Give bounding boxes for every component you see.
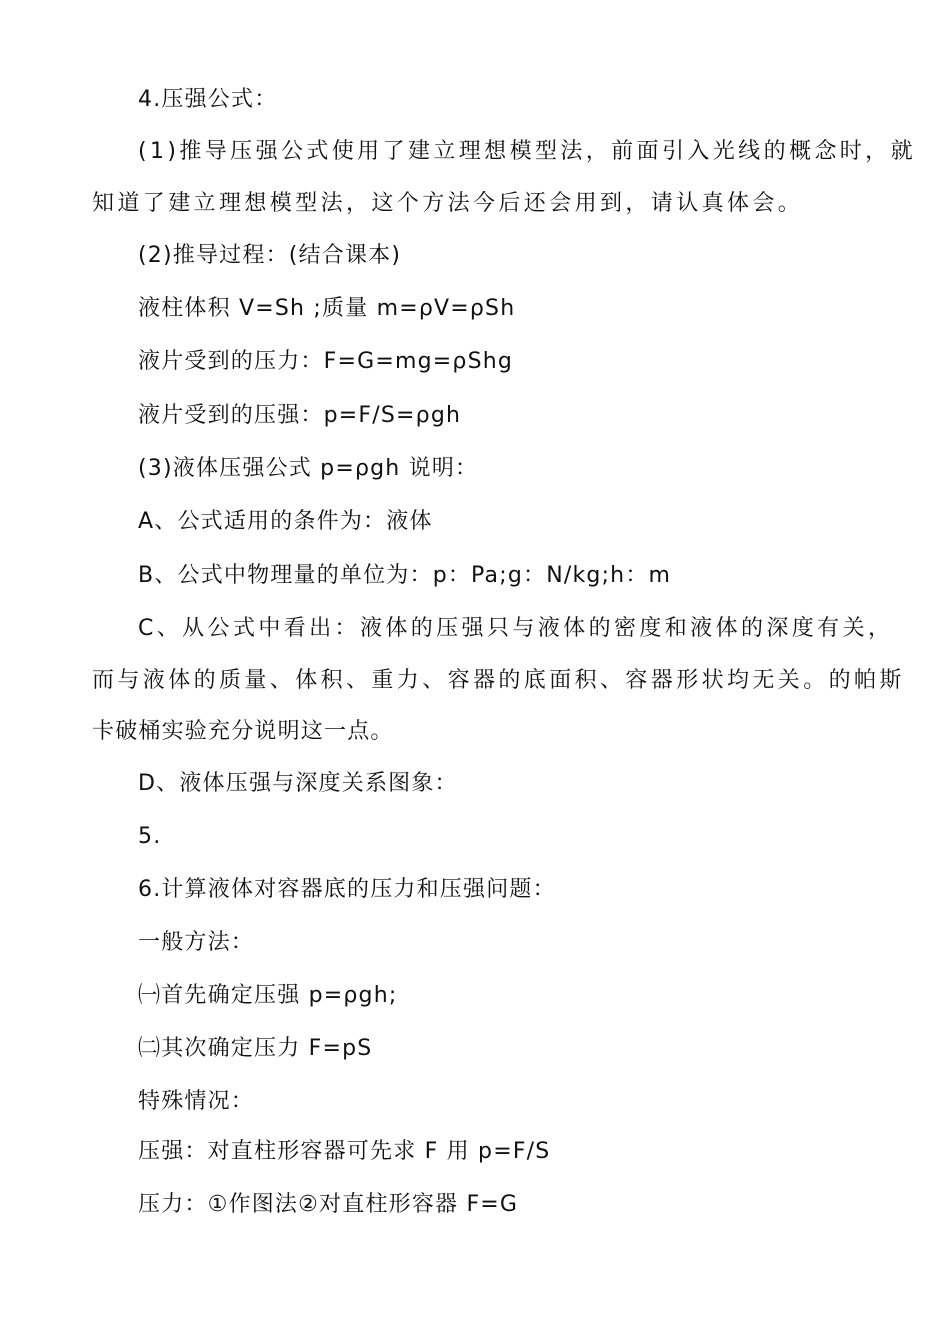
paragraph-line: ㈡其次确定压力 F=pS: [138, 1036, 373, 1061]
paragraph-line: C、从公式中看出：液体的压强只与液体的密度和液体的深度有关，: [138, 616, 894, 641]
paragraph-line: 液片受到的压力：F=G=mg=ρShg: [138, 349, 514, 374]
section-heading-pressure-formula: 4.压强公式：: [138, 87, 278, 112]
paragraph-line: (2)推导过程：(结合课本): [138, 243, 402, 268]
paragraph-line: A、公式适用的条件为：液体: [138, 509, 433, 534]
paragraph-line: 压强：对直柱形容器可先求 F 用 p=F/S: [138, 1139, 551, 1164]
paragraph-line: (1)推导压强公式使用了建立理想模型法，前面引入光线的概念时，就: [138, 139, 916, 164]
paragraph-line: 而与液体的质量、体积、重力、容器的底面积、容器形状均无关。的帕斯: [92, 668, 905, 693]
paragraph-line: 液片受到的压强：p=F/S=ρgh: [138, 403, 462, 428]
paragraph-line: 液柱体积 V=Sh ;质量 m=ρV=ρSh: [138, 296, 516, 321]
section-heading-5: 5.: [138, 824, 162, 849]
paragraph-line: 特殊情况：: [138, 1089, 255, 1114]
paragraph-line: ㈠首先确定压强 p=ρgh;: [138, 983, 398, 1008]
paragraph-line: (3)液体压强公式 p=ρgh 说明：: [138, 456, 479, 481]
paragraph-line: 知道了建立理想模型法，这个方法今后还会用到，请认真体会。: [92, 191, 804, 216]
paragraph-line: 卡破桶实验充分说明这一点。: [92, 719, 394, 744]
section-heading-6: 6.计算液体对容器底的压力和压强问题：: [138, 877, 556, 902]
paragraph-line: D、液体压强与深度关系图象：: [138, 771, 458, 796]
paragraph-line: 压力：①作图法②对直柱形容器 F=G: [138, 1192, 519, 1217]
paragraph-line: B、公式中物理量的单位为：p：Pa;g：N/kg;h：m: [138, 563, 672, 588]
paragraph-line: 一般方法：: [138, 930, 255, 955]
